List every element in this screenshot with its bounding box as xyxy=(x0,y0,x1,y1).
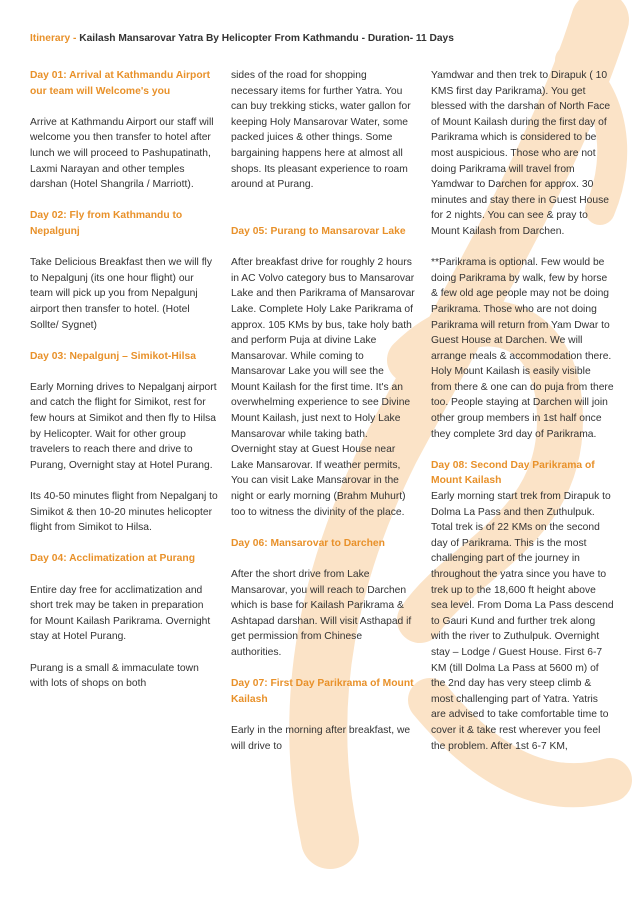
day-8-title: Day 08: Second Day Parikrama of Mount Kailash xyxy=(431,459,595,487)
day-7-continued-text: Yamdwar and then trek to Dirapuk ( 10 KMS first day Parikrama). You get blessed with the darshan of North Face of Mount Kailash during the first day of Parikrama which is considered to be most auspicious. Those who are not doing Parikrama will travel from Yamdwar to Darchen for approx. 30 minutes and stay there in Guest House for 2 nights. You can see & pray to Mount Kailash from Darchen. xyxy=(431,70,611,237)
day-3-flight-note: Its 40-50 minutes flight from Nepalganj to Simikot & then 10-20 minutes helicopter flight from Simikot to Hilsa. xyxy=(30,491,218,534)
day-6-text: After the short drive from Lake Mansarovar, you will reach to Darchen which is base for Kailash Parikrama & Ashtapad darshan. Will visit Asthapad if get permission from Chinese authorities. xyxy=(231,569,412,658)
day-7-parikrama-note: **Parikrama is optional. Few would be doing Parikrama by walk, few by horse & few old age people may not be doing Parikrama. Those who are not doing Parikrama will return from Yam Dwar to Guest House at Darchen. We will arrange meals & accommodation there. Holy Mount Kailash is easily visible from there & one can do puja from there too. People staying at Darchen will join other group members in 1st half once they complete 3rd day of Parikrama. xyxy=(431,257,614,440)
day-1-text: Arrive at Kathmandu Airport our staff will welcome you then transfer to hotel after lunch we will proceed to Pashupatinath, Laxmi Narayan and other temples darshan (Hotel Shangrila / Marriott). xyxy=(30,116,214,191)
column-1 xyxy=(30,68,218,692)
day-4-purang-text: Purang is a small & immaculate town with lots of shops on both xyxy=(30,662,199,690)
itinerary-header xyxy=(30,33,620,44)
day-5-text: After breakfast drive for roughly 2 hours in AC Volvo category bus to Mansarovar Lake and then Parikrama of Mansarovar Lake. Complete Holy Lake Parikrama of approx. 105 KMs by bus, take holy bath and perform Puja at divine Lake Mansarovar. While coming to Mansarovar Lake you will see the Mount Kailash for the first time. It's an overwhelming experience to see Divine Mount Kailash, just next to Holy Lake Mansarovar while taking bath. Overnight stay at Guest House near Lake Mansarovar. If weather permits, You can visit Lake Mansarovar in the night or early morning (Brahm Muhurt) too to witness the divinity of the place. xyxy=(231,257,415,518)
day-5-title: Day 05: Purang to Mansarovar Lake xyxy=(231,225,406,237)
day-6-title: Day 06: Mansarovar to Darchen xyxy=(231,537,385,549)
day-7-title: Day 07: First Day Parikrama of Mount Kailash xyxy=(231,678,414,705)
itinerary-title: Kailash Mansarovar Yatra By Helicopter From Kathmandu - Duration- 11 Days xyxy=(79,33,454,44)
day-3-title: Day 03: Nepalgunj – Simikot-Hilsa xyxy=(30,350,196,362)
column-2 xyxy=(231,68,415,754)
day-8-text: Early morning start trek from Dirapuk to Dolma La Pass and then Zuthulpuk. Total trek is of 22 KMs on the second day of Parikrama. This is the most challenging part of the journey in throughout the yatra since you have to trek up to the 18,600 ft height above sea level. From Doma La Pass descend to Gauri Kund and further trek along with the river to Zuthulpuk. Overnight stay – Lodge / Guest House. First 6-7 KM (till Dolma La Pass at 5600 m) of the 2nd day has very steep climb & most challenging part of Yatra. Yatris are advised to take comfortable time to cover it & take rest wherever you feel the problem. After 1st 6-7 KM, xyxy=(431,491,614,752)
itinerary-label: Itinerary - xyxy=(30,33,77,44)
day-4-title: Day 04: Acclimatization at Purang xyxy=(30,553,195,565)
day-7-text: Early in the morning after breakfast, we will drive to xyxy=(231,724,411,752)
day-3-text: Early Morning drives to Nepalganj airport and catch the flight for Simikot, rest for few hours at Simikot and then fly to Hilsa by Helicopter. Wait for other group travelers to reach there and drive to Purang, Overnight stay at Hotel Purang. xyxy=(30,381,217,471)
column-3 xyxy=(431,68,614,754)
day-4-text: Entire day free for acclimatization and short trek may be taken in preparation for Mount Kailash Parikrama. Overnight stay at Hotel Purang. xyxy=(30,584,211,643)
day-2-title: Day 02: Fly from Kathmandu to Nepalgunj xyxy=(30,210,183,237)
day-1-title: Day 01: Arrival at Kathmandu Airport our team will Welcome's you xyxy=(30,70,211,97)
day-4-continued-text: sides of the road for shopping necessary items for further Yatra. You can buy trekking sticks, water gallon for keeping Holy Mansarovar Water, some packed juices & other things. Some bargaining happens here at almost all shops. Its pleasant experience to roam around at Purang. xyxy=(231,70,411,191)
day-2-text: Take Delicious Breakfast then we will fly to Nepalgunj (its one hour flight) our team will pick up you from Nepalgunj airport then transfer to hotel. (Hotel Sollte/ Sygnet) xyxy=(30,257,212,331)
